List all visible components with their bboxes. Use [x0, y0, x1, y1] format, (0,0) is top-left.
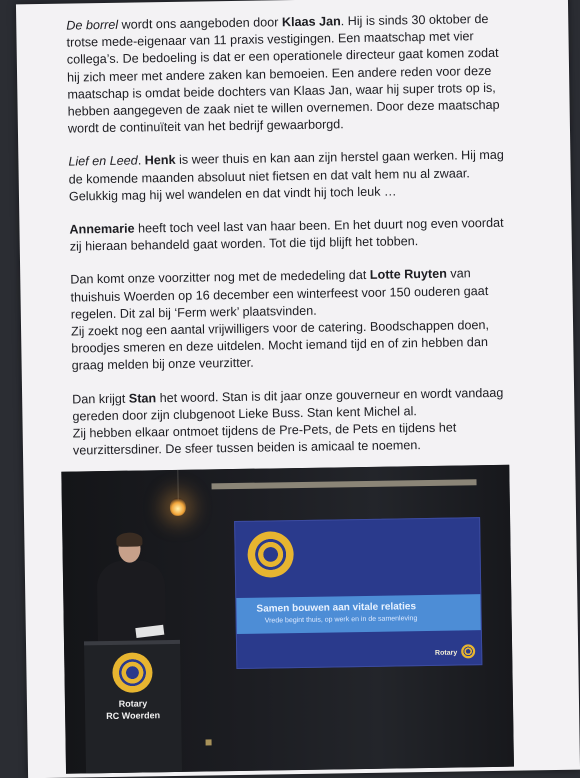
- text-run: gereden door zijn clubgenoot Lieke Buss. Stan kent Michel al.: [72, 403, 417, 424]
- text-run: regelen. Dit zal bij ‘Ferm werk’ plaatsvinden.: [70, 303, 317, 322]
- text-run: is weer thuis en kan aan zijn herstel gaan werken. Hij mag: [175, 148, 504, 168]
- bold-name: Henk: [144, 153, 176, 168]
- text-run: Gelukkig mag hij wel wandelen en dat vindt hij toch leuk …: [68, 184, 397, 204]
- event-photo: [61, 465, 514, 774]
- text-run: wordt ons aangeboden door: [117, 15, 283, 32]
- bold-name: Stan: [128, 390, 157, 406]
- text-run: van: [446, 266, 471, 282]
- slide-brand: Rotary: [434, 649, 458, 657]
- paragraph: [66, 10, 530, 138]
- text-run: Dan komt onze voorzitter nog met de mededeling dat: [70, 268, 370, 288]
- text-run: Zij hebben elkaar ontmoet tijdens de Pre-Pets, de Pets en tijdens het: [72, 420, 457, 441]
- projection-slide: [234, 517, 482, 669]
- text-run: het woord. Stan is dit jaar onze gouverneur en wordt vandaag: [156, 385, 504, 405]
- text-run: Zij zoekt nog een aantal vrijwilligers voor de catering. Boodschappen doen,: [70, 318, 490, 339]
- podium-label-club: RC Woerden: [106, 710, 161, 722]
- text-run: . Hij is sinds 30 oktober de: [340, 11, 489, 29]
- text-run: Dan krijgt: [72, 391, 129, 407]
- text-run: heeft toch veel last van haar been. En het duurt nog even voordat: [134, 215, 504, 236]
- slide-subtitle: Vrede begint thuis, op werk en in de samenleving: [264, 615, 418, 625]
- text-run: de komende maanden absoluut niet fietsen en dat valt hem nu al zwaar.: [68, 165, 470, 187]
- bold-name: Annemarie: [69, 221, 135, 237]
- podium-rotary-wheel-icon: [112, 652, 153, 693]
- rotary-wheel-icon: [247, 531, 294, 578]
- text-run: hebben aangegeven de zaak niet te willen overnemen. Door deze maatschap: [67, 97, 500, 119]
- text-run: collega’s. De bedoeling is dat er een operationele directeur gaat komen zodat: [66, 46, 499, 67]
- text-run: hij zich meer met andere zaken kan bemoeien. Een andere reden voor deze: [66, 63, 492, 85]
- bold-name: Lotte Ruyten: [369, 267, 447, 283]
- podium: [84, 640, 182, 774]
- document-page: [16, 0, 580, 778]
- text-run: trotse mede-eigenaar van 11 praxis vestigingen. Een maatschap met vier: [66, 29, 474, 50]
- text-run: broodjes smeren en deze uitdelen. Mocht iemand tijd en of zin hebben dan: [71, 335, 489, 356]
- italic-heading: Lief en Leed: [68, 153, 138, 169]
- paragraph: [72, 384, 535, 460]
- text-run: wordt de continuïteit van het bedrijf gewaarborgd.: [67, 117, 344, 136]
- slide-title: Samen bouwen aan vitale relaties: [256, 601, 417, 615]
- text-run: thuishuis Woerden op 16 december een winterfeest voor 150 ouderen gaat: [70, 283, 489, 305]
- slide-title-band: [236, 594, 481, 634]
- rotary-wheel-small-icon: [461, 644, 475, 658]
- article-text: [66, 10, 535, 476]
- paragraph: [70, 265, 534, 375]
- podium-label-rotary: Rotary: [118, 698, 148, 709]
- text-run: zij hieraan behandeld gaat worden. Tot die tijd blijft het tobben.: [69, 234, 419, 254]
- paragraph: [69, 214, 531, 256]
- text-run: veurzittersdiner. De sfeer tussen beiden is amicaal te noemen.: [72, 438, 421, 458]
- bold-name: Klaas Jan: [281, 14, 341, 30]
- text-run: graag melden bij onze veurzitter.: [71, 356, 254, 374]
- speaker-hair: [116, 532, 142, 546]
- italic-heading: De borrel: [66, 17, 119, 33]
- floor-light: [206, 739, 212, 745]
- paragraph: [68, 147, 531, 206]
- text-run: maatschap is omdat beide dochters van Klaas Jan, waar hij super trots op is,: [67, 80, 496, 102]
- text-run: .: [137, 153, 145, 168]
- lightbulb-icon: [170, 498, 186, 516]
